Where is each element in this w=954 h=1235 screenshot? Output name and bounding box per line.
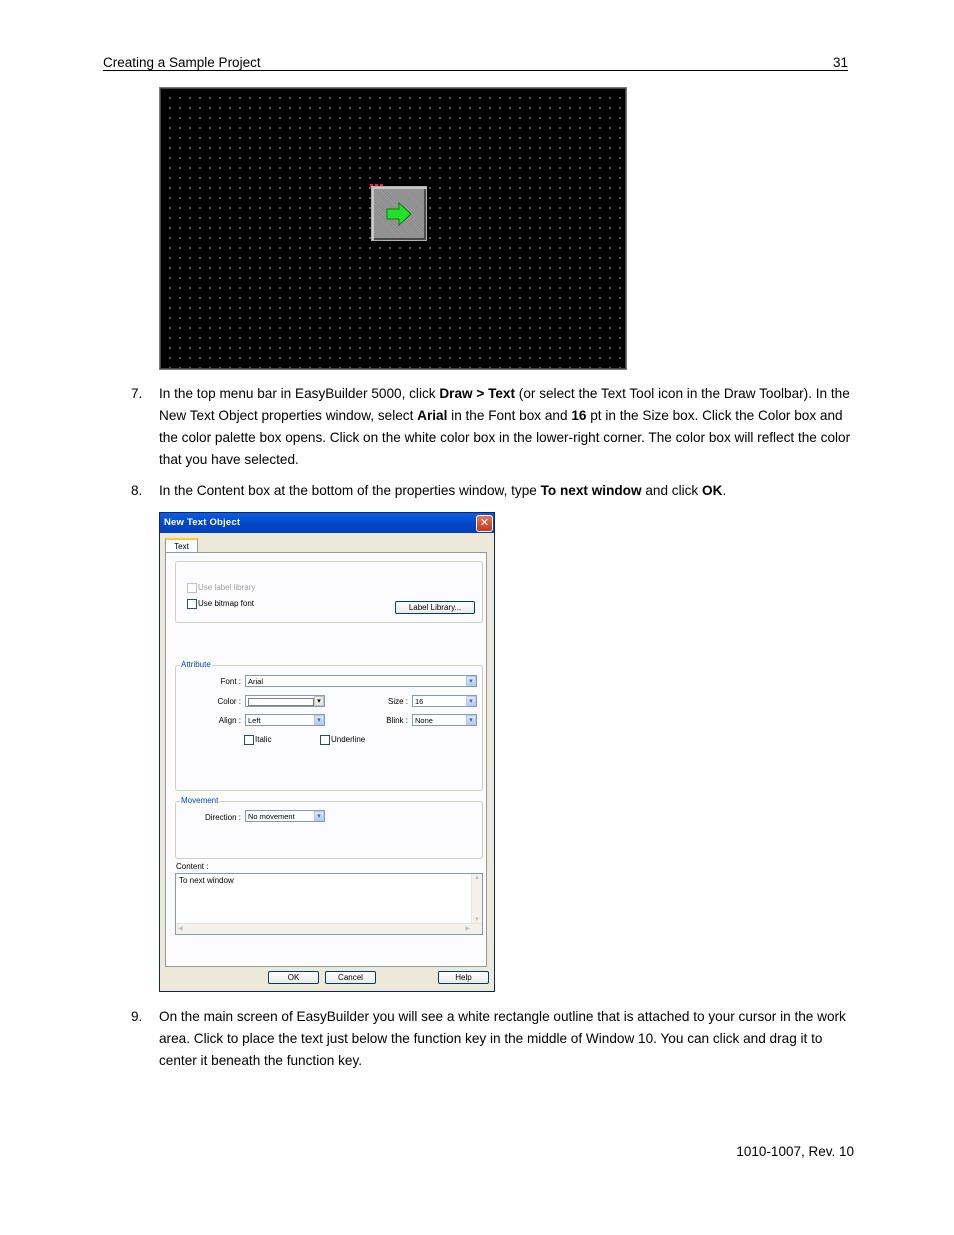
direction-value: No movement (248, 812, 295, 821)
horizontal-scrollbar[interactable] (176, 923, 482, 934)
text-run: (or select the Text Tool icon in the Draw Toolbar). In the New Text Object properties window, select (159, 386, 850, 423)
step-number: 7. (131, 386, 143, 401)
checkbox-label: Italic (255, 735, 272, 745)
tab-text[interactable]: Text (165, 538, 198, 554)
use-label-library-checkbox[interactable] (187, 583, 255, 593)
scroll-right-icon[interactable]: ▶ (465, 926, 470, 932)
checkbox-box (320, 735, 330, 745)
new-text-object-dialog (159, 512, 495, 992)
movement-group (175, 796, 483, 859)
tab-panel (165, 552, 487, 967)
font-select[interactable] (245, 675, 477, 687)
font-value: Arial (248, 677, 264, 686)
vertical-scrollbar[interactable] (471, 874, 482, 924)
section-title: Creating a Sample Project (103, 55, 261, 70)
underline-checkbox[interactable] (320, 735, 365, 745)
chevron-down-icon[interactable]: ▾ (466, 715, 476, 725)
checkbox-box (187, 583, 197, 593)
library-group (175, 561, 483, 623)
direction-select[interactable] (245, 810, 325, 822)
checkbox-box (244, 735, 254, 745)
content-label: Content : (176, 862, 209, 871)
step-text (159, 480, 856, 502)
bold-text: OK (702, 483, 723, 498)
content-value: To next window (179, 876, 234, 885)
scroll-up-icon[interactable]: ▲ (474, 875, 480, 881)
blink-label: Blink : (386, 716, 408, 725)
text-run: in the Font box and (447, 408, 572, 423)
checkbox-label: Use label library (198, 583, 256, 593)
content-textarea[interactable] (175, 873, 483, 935)
right-arrow-icon (385, 201, 413, 227)
cancel-button[interactable]: Cancel (325, 971, 376, 984)
text-run: In the top menu bar in EasyBuilder 5000, click (159, 386, 440, 401)
label-library-button[interactable]: Label Library... (395, 601, 475, 614)
italic-checkbox[interactable] (244, 735, 271, 745)
bold-text: Arial (417, 408, 448, 423)
help-button[interactable]: Help (438, 971, 489, 984)
align-label: Align : (218, 716, 241, 725)
align-select[interactable] (245, 714, 325, 726)
step-text: On the main screen of EasyBuilder you will see a white rectangle outline that is attached to your cursor in the work area. Click to place the text just below the function key in the middle of Window 10. You can click and drag it to center it beneath the function key. (159, 1009, 846, 1068)
blink-value: None (415, 716, 433, 725)
bold-text: Draw > Text (439, 386, 516, 401)
dialog-title: New Text Object (160, 513, 494, 533)
use-bitmap-font-checkbox[interactable] (187, 599, 254, 609)
checkbox-label: Use bitmap font (198, 599, 255, 609)
bold-text: To next window (540, 483, 642, 498)
movement-group-label: Movement (181, 796, 219, 805)
size-value: 16 (415, 697, 424, 706)
chevron-down-icon[interactable]: ▾ (314, 696, 324, 706)
attribute-group-label: Attribute (181, 660, 211, 669)
chevron-down-icon[interactable]: ▾ (314, 715, 324, 725)
size-label: Size : (387, 697, 408, 706)
step-text (159, 383, 856, 471)
chevron-down-icon[interactable]: ▾ (314, 811, 324, 821)
step-number: 9. (131, 1009, 143, 1024)
checkbox-label: Underline (331, 735, 366, 745)
page-number: 31 (832, 55, 848, 70)
page-footer: 1010-1007, Rev. 10 (736, 1144, 854, 1159)
size-select[interactable] (412, 695, 477, 707)
function-key[interactable] (371, 186, 427, 241)
text-run: In the Content box at the bottom of the properties window, type (159, 483, 541, 498)
color-swatch (248, 698, 314, 706)
attribute-group (175, 660, 483, 791)
scroll-down-icon[interactable]: ▼ (474, 917, 480, 923)
bold-text: 16 (571, 408, 587, 423)
step-number: 8. (131, 483, 143, 498)
ok-button[interactable]: OK (268, 971, 319, 984)
chevron-down-icon[interactable]: ▾ (466, 676, 476, 686)
page-header (103, 54, 848, 71)
color-label: Color : (217, 697, 241, 706)
close-icon[interactable]: ✕ (476, 515, 493, 532)
work-area-screenshot (159, 87, 627, 370)
align-value: Left (248, 716, 261, 725)
text-run: and click (641, 483, 703, 498)
color-select[interactable] (245, 695, 325, 707)
scroll-left-icon[interactable]: ◀ (178, 926, 183, 932)
checkbox-box (187, 599, 197, 609)
text-run: pt in the Size box. Click the Color box and the color palette box opens. Click on the white color box in the lower-right corner. The color box will reflect the color that you have selected. (159, 408, 851, 467)
blink-select[interactable] (412, 714, 477, 726)
chevron-down-icon[interactable]: ▾ (466, 696, 476, 706)
direction-label: Direction : (204, 813, 241, 822)
font-label: Font : (220, 677, 241, 686)
text-run: . (722, 483, 727, 498)
